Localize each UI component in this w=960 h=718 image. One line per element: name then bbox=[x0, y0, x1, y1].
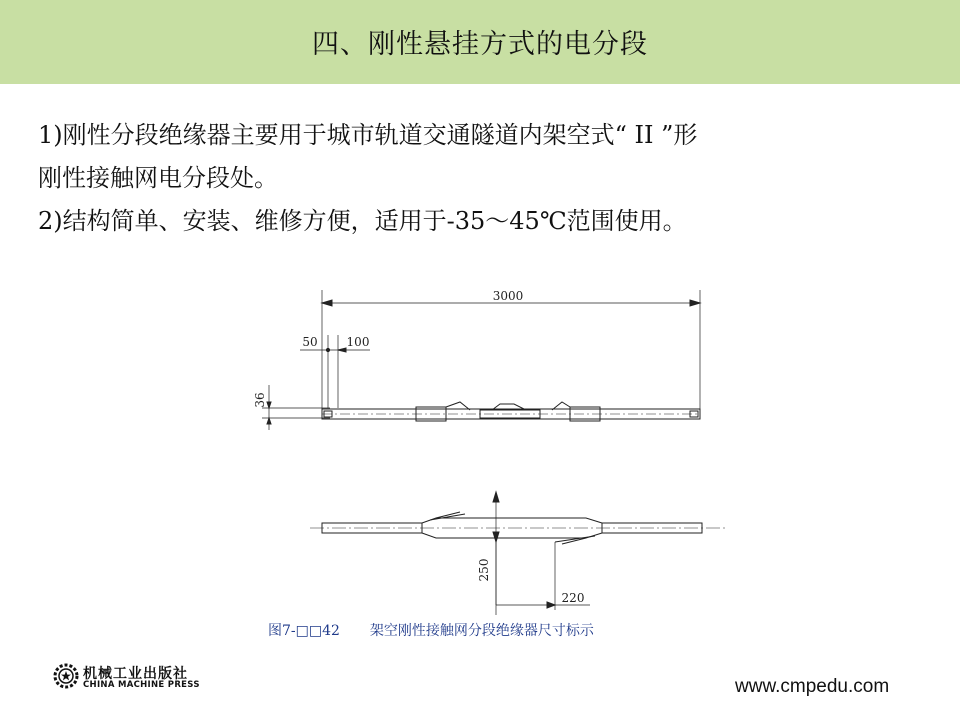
figure-title: 架空刚性接触网分段绝缘器尺寸标示 bbox=[369, 623, 594, 639]
dim-length-label: 3000 bbox=[492, 289, 524, 303]
dim-36-label: 36 bbox=[253, 392, 267, 408]
figure-number: 图7-□□42 bbox=[268, 623, 340, 639]
slide-body bbox=[38, 114, 928, 243]
body-line-1: 1)刚性分段绝缘器主要用于城市轨道交通隧道内架空式“ II ”形 bbox=[38, 121, 698, 149]
elevation-view bbox=[262, 290, 700, 430]
gear-star-icon bbox=[53, 663, 79, 689]
body-line-3: 2)结构简单、安装、维修方便，适用于-35～45℃范围使用。 bbox=[38, 207, 687, 235]
figure-caption bbox=[268, 620, 728, 640]
dim-220-label: 220 bbox=[561, 591, 585, 605]
plan-view bbox=[310, 492, 728, 615]
logo-chinese-name: 机械工业出版社 bbox=[83, 666, 188, 682]
dim-50-label: 50 bbox=[302, 335, 318, 349]
dim-250-label: 250 bbox=[477, 558, 491, 582]
header-bar bbox=[0, 0, 960, 84]
technical-drawing bbox=[240, 280, 740, 615]
logo-english-name: CHINA MACHINE PRESS bbox=[83, 680, 200, 690]
dim-100-label: 100 bbox=[346, 335, 370, 349]
publisher-logo bbox=[53, 663, 223, 691]
website-link[interactable]: www.cmpedu.com bbox=[735, 676, 890, 697]
slide-title: 四、刚性悬挂方式的电分段 bbox=[312, 29, 648, 60]
body-line-2: 刚性接触网电分段处。 bbox=[38, 164, 278, 192]
